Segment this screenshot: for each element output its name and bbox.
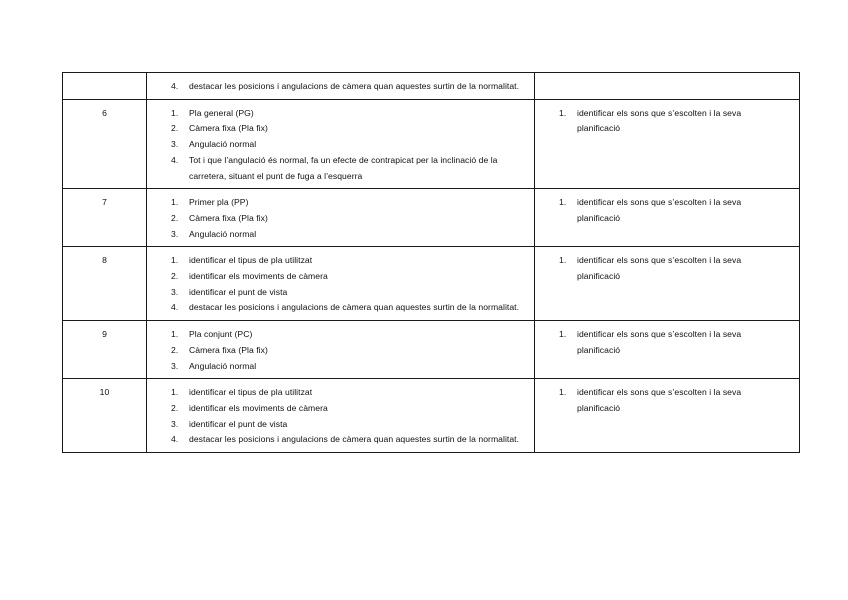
shot-analysis-table [62, 72, 800, 453]
list-item [147, 300, 522, 316]
sound-analysis-cell-list [535, 327, 799, 358]
table-row [63, 379, 800, 453]
shot-number-cell [63, 99, 147, 189]
shot-number: 10 [99, 387, 110, 398]
list-item-number: 2. [171, 123, 179, 134]
sound-analysis-cell [535, 379, 800, 453]
image-analysis-cell [147, 247, 535, 321]
list-item [147, 432, 522, 448]
list-item-number: 1. [171, 329, 179, 340]
list-item-text: Primer pla (PP) [189, 197, 249, 208]
list-item [147, 137, 522, 153]
shot-number-cell [63, 247, 147, 321]
list-item-number: 4. [171, 154, 179, 165]
list-item [535, 253, 787, 284]
list-item-text: identificar els sons que s’escolten i la seva planificació [577, 107, 742, 134]
list-item-number: 4. [171, 434, 179, 445]
table-body [63, 73, 800, 453]
list-item [147, 227, 522, 243]
sound-analysis-cell-list [535, 106, 799, 137]
list-item [147, 121, 522, 137]
list-item-number: 1. [559, 387, 567, 398]
list-item-text: Càmera fixa (Pla fix) [189, 212, 268, 223]
list-item-text: Angulació normal [189, 360, 257, 371]
list-item [147, 253, 522, 269]
image-analysis-cell [147, 321, 535, 379]
list-item-number: 1. [559, 329, 567, 340]
list-item-text: destacar les posicions i angulacions de càmera quan aquestes surtin de la normalitat. [189, 302, 520, 313]
list-item-text: identificar el punt de vista [189, 286, 288, 297]
list-item-number: 2. [171, 212, 179, 223]
list-item-number: 4. [171, 81, 179, 91]
sound-analysis-cell-list [535, 385, 799, 416]
list-item-number: 1. [171, 387, 179, 398]
list-item [147, 79, 522, 95]
list-item [147, 211, 522, 227]
list-item [147, 359, 522, 375]
image-analysis-cell-list [147, 79, 534, 95]
list-item-number: 1. [171, 197, 179, 208]
table-row [63, 99, 800, 189]
list-item-number: 2. [171, 271, 179, 282]
list-item-text: identificar el tipus de pla utilitzat [189, 255, 313, 266]
list-item-number: 3. [171, 418, 179, 429]
list-item-number: 1. [171, 255, 179, 266]
table-row [63, 73, 800, 100]
shot-number-cell [63, 189, 147, 247]
list-item-number: 1. [171, 107, 179, 118]
list-item [147, 269, 522, 285]
image-analysis-cell [147, 189, 535, 247]
shot-number-cell [63, 379, 147, 453]
shot-number: 6 [102, 107, 107, 118]
list-item-text: identificar el tipus de pla utilitzat [189, 387, 313, 398]
list-item-text: identificar els moviments de càmera [189, 271, 328, 282]
image-analysis-cell-list [147, 327, 534, 374]
list-item-number: 4. [171, 302, 179, 313]
image-analysis-cell [147, 99, 535, 189]
list-item-number: 1. [559, 197, 567, 208]
sound-analysis-cell [535, 321, 800, 379]
image-analysis-cell [147, 379, 535, 453]
sound-analysis-cell [535, 189, 800, 247]
list-item-number: 1. [559, 107, 567, 118]
list-item-text: Angulació normal [189, 228, 257, 239]
list-item-text: Tot i que l’angulació és normal, fa un efecte de contrapicat per la inclinació de la carretera, situant el punt de fuga a l’esquerra [189, 154, 498, 181]
list-item-number: 3. [171, 228, 179, 239]
shot-number: 7 [102, 197, 107, 208]
list-item [535, 106, 787, 137]
list-item-text: identificar els sons que s’escolten i la seva planificació [577, 255, 742, 282]
list-item-text: destacar les posicions i angulacions de càmera quan aquestes surtin de la normalitat. [189, 81, 520, 91]
sound-analysis-cell [535, 247, 800, 321]
list-item-text: identificar els sons que s’escolten i la seva planificació [577, 329, 742, 355]
table-row [63, 321, 800, 379]
image-analysis-cell-list [147, 195, 534, 242]
shot-number-cell [63, 321, 147, 379]
list-item [535, 195, 787, 226]
list-item-number: 3. [171, 139, 179, 150]
image-analysis-cell-list [147, 106, 534, 185]
list-item-number: 2. [171, 402, 179, 413]
shot-number: 9 [102, 329, 107, 340]
list-item-text: Càmera fixa (Pla fix) [189, 344, 268, 355]
list-item-number: 2. [171, 344, 179, 355]
list-item-text: Pla conjunt (PC) [189, 329, 253, 340]
list-item-text: Angulació normal [189, 139, 257, 150]
shot-number-cell [63, 73, 147, 100]
list-item [147, 195, 522, 211]
list-item [147, 153, 522, 184]
sound-analysis-cell [535, 99, 800, 189]
list-item-text: destacar les posicions i angulacions de càmera quan aquestes surtin de la normalitat. [189, 434, 520, 445]
list-item-text: identificar els moviments de càmera [189, 402, 328, 413]
sound-analysis-cell [535, 73, 800, 100]
shot-number: 8 [102, 255, 107, 266]
list-item [147, 106, 522, 122]
list-item [147, 327, 522, 343]
table-row [63, 189, 800, 247]
list-item [535, 385, 787, 416]
list-item [147, 401, 522, 417]
list-item-number: 3. [171, 360, 179, 371]
list-item-text: Càmera fixa (Pla fix) [189, 123, 268, 134]
list-item [535, 327, 787, 358]
list-item-text: identificar el punt de vista [189, 418, 288, 429]
image-analysis-cell [147, 73, 535, 100]
list-item [147, 417, 522, 433]
list-item [147, 285, 522, 301]
list-item-text: Pla general (PG) [189, 107, 254, 118]
list-item [147, 343, 522, 359]
list-item-number: 3. [171, 286, 179, 297]
sound-analysis-cell-list [535, 253, 799, 284]
list-item-number: 1. [559, 255, 567, 266]
list-item-text: identificar els sons que s’escolten i la seva planificació [577, 197, 742, 223]
list-item-text: identificar els sons que s’escolten i la seva planificació [577, 387, 742, 413]
image-analysis-cell-list [147, 385, 534, 448]
image-analysis-cell-list [147, 253, 534, 316]
list-item [147, 385, 522, 401]
table-row [63, 247, 800, 321]
sound-analysis-cell-list [535, 195, 799, 226]
